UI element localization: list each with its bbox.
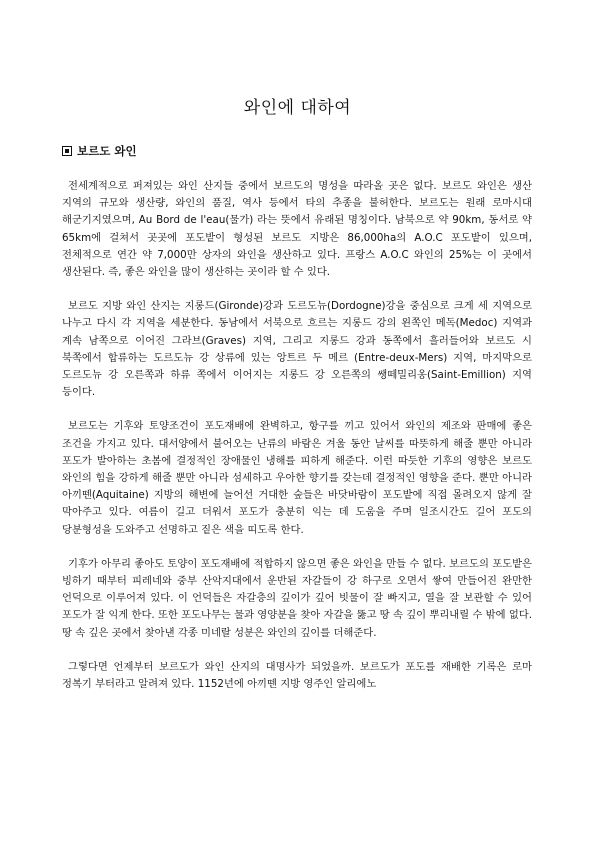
paragraph: 전세계적으로 퍼져있는 와인 산지들 중에서 보르도의 명성을 따라올 곳은 없다. 보르도 와인은 생산 지역의 규모와 생산량, 와인의 품질, 역사 등에서 타의 추종을 불허한다. 보르도는 원래 로마시대 해군기지였으며, Au Bord de l'eau(물가) 라는 뜻에서 유래된 명칭이다. 남북으로 약 90km, 동서로 약 65km에 걸쳐서 곳곳에 포도밭이 형성된 보르도 지방은 86,000ha의 A.O.C 포도밭이 있으며, 전체적으로 연간 약 7,000만 상자의 와인을 생산하고 있다. 프랑스 A.O.C 와인의 25%는 이 곳에서 생산된다. 즉, 좋은 와인을 많이 생산하는 곳이라 할 수 있다. xyxy=(62,180,532,279)
paragraph: 보르도 지방 와인 산지는 지롱드(Gironde)강과 도르도뉴(Dordogne)강을 중심으로 크게 세 지역으로 나누고 다시 각 지역을 세분한다. 동남에서 서북으로 흐르는 지롱드 강의 왼쪽인 메독(Medoc) 지역과 계속 남쪽으로 이어진 그라브(Graves) 지역, 그리고 지롱드 강과 동쪽에서 흘러들어와 보르도 시 북쪽에서 합류하는 도르도뉴 강 상류에 있는 앙트르 두 메르 (Entre-deux-Mers) 지역, 마지막으로 도르도뉴 강 오른쪽과 하류 쪽에서 이어지는 지롱드 강 오른쪽의 쌩떼밀리옹(Saint-Emillion) 지역 등이다. xyxy=(62,300,532,399)
section-heading xyxy=(62,143,137,159)
paragraph: 기후가 아무리 좋아도 토양이 포도재배에 적합하지 않으면 좋은 와인을 만들 수 없다. 보르도의 포도밭은 빙하기 때부터 피레네와 중부 산악지대에서 운반된 자갈들이 강 하구로 오면서 쌓여 만들어진 완만한 언덕으로 이루어져 있다. 이 언덕들은 자갈층의 깊이가 깊어 빗물이 잘 빠지고, 열을 잘 보관할 수 있어 포도가 잘 익게 한다. 또한 포도나무는 물과 영양분을 찾아 자갈을 뚫고 땅 속 깊이 뿌리내릴 수 밖에 없다. 땅 속 깊은 곳에서 찾아낸 각종 미네랄 성분은 와인의 깊이를 더해준다. xyxy=(62,557,533,639)
paragraph: 그렇다면 언제부터 보르도가 와인 산지의 대명사가 되었을까. 보르도가 포도를 재배한 기록은 로마 정복기 부터라고 알려져 있다. 1152년에 아끼뗀 지방 영주인 알리에노 xyxy=(62,660,532,691)
square-bullet-icon xyxy=(62,146,72,156)
document-title: 와인에 대하여 xyxy=(243,98,352,118)
document-body xyxy=(62,178,532,710)
paragraph: 보르도는 기후와 토양조건이 포도재배에 완벽하고, 항구를 끼고 있어서 와인의 제조와 판매에 좋은 조건을 가지고 있다. 대서양에서 불어오는 난류의 바람은 겨울 동안 날씨를 따뜻하게 해줄 뿐만 아니라 포도가 발아하는 초봄에 결정적인 장애물인 냉해를 피하게 해준다. 이런 따듯한 기후의 영향은 보르도 와인의 힘을 강하게 해줄 뿐만 아니라 섬세하고 우아한 향기를 갖는데 결정적인 영향을 준다. 뿐만 아니라 아끼뗀(Aquitaine) 지방의 해변에 늘어선 거대한 숲들은 바닷바람이 포도밭에 직접 몰려오지 않게 잘 막아주고 있다. 여름이 길고 더워서 포도가 충분히 익는 데 도움을 주며 일조시간도 길어 포도의 당분형성을 도와주고 선명하고 짙은 색을 띠도록 한다. xyxy=(62,420,532,536)
section-heading-text: 보르도 와인 xyxy=(77,144,137,158)
